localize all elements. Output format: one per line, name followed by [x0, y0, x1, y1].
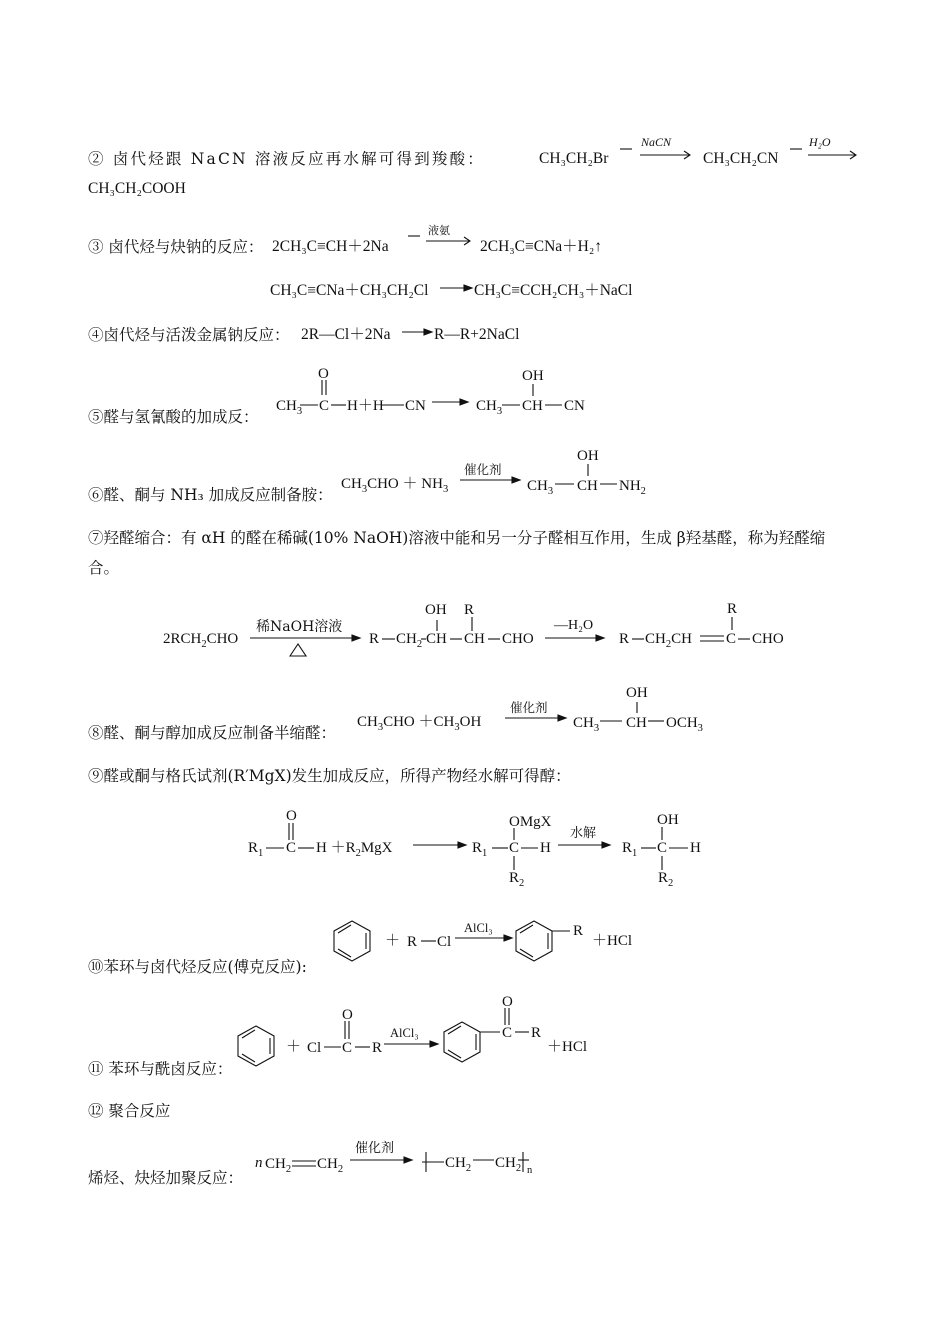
item-7-reagent-1: 稀NaOH溶液: [256, 619, 343, 635]
svg-text:CH3: $CH_3$: [276, 398, 303, 417]
svg-text:R: R: [531, 1025, 542, 1041]
svg-text:O: O: [502, 994, 513, 1010]
item-4-label: ④卤代烃与活泼金属钠反应：: [88, 326, 290, 344]
item-12-label: ⑫ 聚合反应: [88, 1102, 171, 1120]
svg-text:CH: CH: [522, 398, 543, 414]
svg-text:CH3CHO ＋CH3OH: $CH_3CHO +CH_3OH$: [357, 714, 482, 733]
svg-text:R: R: [619, 631, 630, 647]
svg-text:NH2: $NH_2$: [619, 478, 646, 497]
svg-text:H: H: [690, 840, 701, 856]
item-7-label-line-1: ⑦羟醛缩合：有 αH 的醛在稀碱(10% NaOH)溶液中能和另一分子醛相互作用，生成 β羟基醛，称为羟醛缩: [88, 529, 826, 547]
svg-text:CH3: $CH_3$: [573, 715, 600, 734]
svg-text:R: R: [372, 1040, 383, 1056]
svg-text:CN: CN: [405, 398, 426, 414]
svg-text:＋: ＋: [286, 1039, 302, 1055]
svg-text:C: C: [286, 840, 297, 856]
svg-text:R1: $R_1$: [472, 840, 488, 859]
svg-text:R1: $R_1$: [248, 840, 264, 859]
item-2-label: ② 卤代烃跟 NaCN 溶液反应再水解可得到羧酸：: [88, 150, 486, 168]
item-5-label: ⑤醛与氢氰酸的加成反：: [88, 408, 259, 426]
svg-text:＋HCl: ＋HCl: [547, 1039, 588, 1055]
item-11-reagent: AlCl₃: [390, 1026, 419, 1040]
svg-text:2RCH2CHO: $2RCH_2CHO$: [163, 631, 239, 650]
svg-text:CHO: CHO: [502, 631, 534, 647]
svg-text:C: C: [342, 1040, 353, 1056]
svg-text:OH: OH: [577, 448, 599, 464]
svg-text:CH3: $CH_3$: [476, 398, 503, 417]
item-3-label: ③ 卤代烃与炔钠的反应：: [88, 238, 264, 256]
item-8-label: ⑧醛、酮与醇加成反应制备半缩醛：: [88, 724, 337, 742]
svg-text:H: H: [540, 840, 551, 856]
item-3-eq1-right: 2CH₃C≡CNa＋H₂↑: [480, 238, 603, 255]
svg-text:CH2: $CH_2$: [495, 1155, 522, 1174]
svg-text:R: R: [464, 602, 475, 618]
item-4-eq-left: 2R—Cl＋2Na: [301, 326, 391, 343]
svg-text:C: C: [509, 840, 520, 856]
svg-text:OH: OH: [626, 685, 648, 701]
svg-text:R: R: [573, 923, 584, 939]
svg-text:R2: $R_2$: [658, 870, 674, 889]
item-6-reagent: 催化剂: [464, 462, 502, 477]
item-10-reagent: AlCl₃: [464, 921, 493, 935]
item-2-eq-mid: CH₃CH₂CN: [703, 150, 779, 167]
svg-text:CN: CN: [564, 398, 585, 414]
svg-text:R: R: [369, 631, 380, 647]
svg-text:CH: CH: [626, 715, 647, 731]
svg-text:H ＋R2MgX: $H +R_2MgX$: [316, 840, 393, 859]
svg-text:O: O: [286, 808, 297, 824]
svg-text:CH: CH: [464, 631, 485, 647]
svg-text:C: C: [726, 631, 737, 647]
svg-text:R: R: [407, 934, 418, 950]
item-3-eq2-right: CH₃C≡CCH₂CH₃＋NaCl: [474, 282, 633, 299]
svg-text:H＋H: H＋H: [347, 398, 384, 414]
item-3-eq1-left: 2CH₃C≡CH＋2Na: [272, 238, 389, 255]
svg-text:Cl: Cl: [307, 1040, 322, 1056]
svg-text:C: C: [657, 840, 668, 856]
svg-text:C: C: [502, 1025, 513, 1041]
svg-text:＋HCl: ＋HCl: [592, 933, 633, 949]
svg-text:CH3: $CH_3$: [527, 478, 554, 497]
item-9-reagent: 水解: [570, 826, 597, 841]
item-8-reagent: 催化剂: [510, 700, 548, 715]
item-3-eq2-left: CH₃C≡CNa＋CH₃CH₂Cl: [270, 282, 429, 299]
svg-text:Cl: Cl: [437, 934, 452, 950]
item-12-reagent: 催化剂: [355, 1141, 395, 1156]
item-2-eq-left: CH₃CH₂Br: [539, 150, 609, 167]
svg-text:R2: $R_2$: [509, 870, 525, 889]
svg-text:O: O: [318, 366, 329, 382]
svg-text:CH: CH: [426, 631, 447, 647]
svg-text:＋: ＋: [385, 933, 401, 949]
svg-text:CH2: $CH_2$: [396, 631, 423, 650]
svg-text:R: R: [727, 601, 738, 617]
svg-text:OH: OH: [522, 368, 544, 384]
item-4-eq-right: R—R+2NaCl: [434, 326, 520, 343]
svg-text:CHO: CHO: [752, 631, 784, 647]
svg-text:OMgX: OMgX: [509, 814, 552, 830]
svg-text:n: n: [527, 1165, 533, 1176]
item-7-reagent-2: —H₂O: [554, 618, 594, 633]
item-2-reagent-1: NaCN: [641, 135, 672, 149]
item-12-sublabel: 烯烃、炔烃加聚反应：: [88, 1169, 244, 1187]
item-2-eq-right: CH₃CH₂COOH: [88, 180, 186, 197]
svg-text:OCH3: $OCH_3$: [666, 715, 703, 734]
item-10-label: ⑩苯环与卤代烃反应(傅克反应):: [88, 958, 307, 976]
item-3-reagent: 液氨: [428, 224, 450, 237]
svg-text:OH: OH: [657, 812, 679, 828]
svg-text:CH2: $CH_2$: [265, 1156, 292, 1175]
svg-text:R1: $R_1$: [622, 840, 638, 859]
item-2-reagent-2: H₂O: [809, 135, 831, 149]
svg-text:n: n: [255, 1155, 263, 1171]
svg-text:CH2: $CH_2$: [317, 1156, 344, 1175]
svg-text:C: C: [319, 398, 330, 414]
item-6-label: ⑥醛、酮与 NH₃ 加成反应制备胺：: [88, 486, 333, 504]
svg-text:CH3CHO ＋ NH3: $CH_3CHO + NH_3$: [341, 476, 449, 495]
item-11-label: ⑪ 苯环与酰卤反应：: [88, 1060, 233, 1078]
item-7-label-line-2: 合。: [88, 559, 120, 577]
svg-text:CH2CH: $CH_2CH$: [645, 631, 692, 650]
svg-text:CH2: $CH_2$: [445, 1155, 472, 1174]
svg-text:OH: OH: [425, 602, 447, 618]
svg-text:CH: CH: [577, 478, 598, 494]
svg-text:O: O: [342, 1007, 353, 1023]
item-9-label: ⑨醛或酮与格氏试剂(R′MgX)发生加成反应，所得产物经水解可得醇：: [88, 767, 571, 785]
